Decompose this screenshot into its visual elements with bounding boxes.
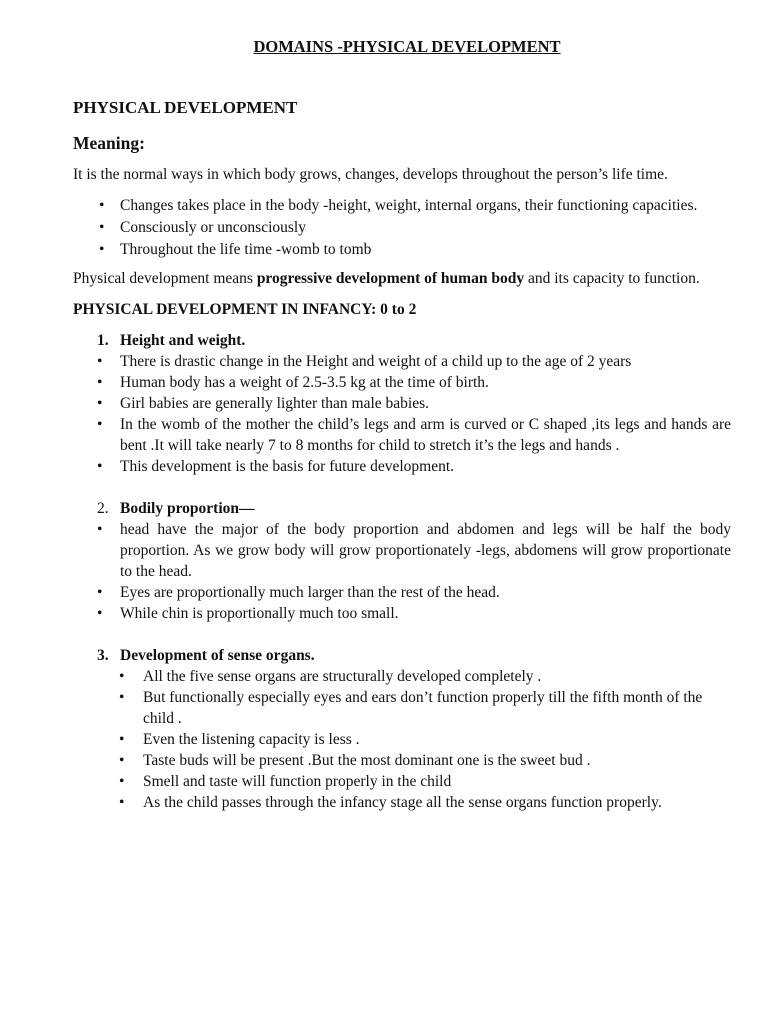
list-item: • While chin is proportionally much too small. [97,605,399,622]
list-item: • Eyes are proportionally much larger than the rest of the head. [97,584,500,601]
section-number: 2. [97,500,109,517]
intro-paragraph: It is the normal ways in which body grows, changes, develops throughout the person’s life time. [73,166,668,183]
definition-paragraph: Physical development means progressive development of human body and its capacity to function. [73,270,700,287]
section-number: 1. [97,332,109,349]
bullet-icon: • [119,794,125,811]
list-item: • This development is the basis for future development. [97,458,455,475]
bullet-icon: • [119,689,125,706]
bullet-icon: • [119,731,125,748]
bullet-icon: • [97,353,103,370]
bullet-icon: • [99,197,105,214]
list-item: • Even the listening capacity is less . [119,731,360,748]
list-item: • There is drastic change in the Height and weight of a child up to the age of 2 years [97,353,632,370]
definition-emphasis: progressive development of human body [256,270,525,287]
bullet-icon: • [97,584,103,601]
bullet-icon: • [97,416,103,433]
intro-bullet-list [73,195,731,260]
list-item: • head have the major of the body proportion and abdomen and legs will be half the body proportion. As we grow body will grow proportionately -legs, abdomens will grow proportionate to the head. [97,521,731,580]
section-bodily-proportion [73,498,731,624]
list-item: • Consciously or unconsciously [99,219,306,236]
section-item-list [73,519,731,624]
bullet-icon: • [97,458,103,475]
section-item-list [73,351,731,477]
bullet-icon: • [99,219,105,236]
bullet-icon: • [97,521,103,538]
section-number: 3. [97,647,109,664]
list-item: • As the child passes through the infancy stage all the sense organs function properly. [119,794,662,811]
bullet-icon: • [119,773,125,790]
section-title: 3. Development of sense organs. [97,647,315,664]
document-page [73,32,731,813]
list-item: • Smell and taste will function properly in the child [119,773,452,790]
list-item: • In the womb of the mother the child’s legs and arm is curved or C shaped ,its legs and hands are bent .It will take nearly 7 to 8 months for child to stretch it’s the legs and hands . [97,416,731,454]
document-title: DOMAINS -PHYSICAL DEVELOPMENT [253,37,561,56]
infancy-heading: PHYSICAL DEVELOPMENT IN INFANCY: 0 to 2 [73,301,417,318]
section-height-weight [73,330,731,477]
list-item: • Girl babies are generally lighter than male babies. [97,395,430,412]
meaning-heading: Meaning: [73,133,145,153]
list-item: • Taste buds will be present .But the most dominant one is the sweet bud . [119,752,591,769]
section-heading-physical-development: PHYSICAL DEVELOPMENT [73,98,298,117]
bullet-icon: • [97,605,103,622]
section-title: 1. Height and weight. [97,332,246,349]
section-sense-organs [73,645,731,813]
bullet-icon: • [99,241,105,258]
list-item: • But functionally especially eyes and ears don’t function properly till the fifth month of the child . [119,689,703,727]
bullet-icon: • [119,668,125,685]
section-item-list [73,666,731,813]
list-item: • Human body has a weight of 2.5-3.5 kg at the time of birth. [97,374,489,391]
list-item: • All the five sense organs are structurally developed completely . [119,668,542,685]
list-item: • Changes takes place in the body -height, weight, internal organs, their functioning capacities. [99,197,698,214]
bullet-icon: • [119,752,125,769]
bullet-icon: • [97,395,103,412]
section-title: 2. Bodily proportion— [97,500,255,517]
list-item: • Throughout the life time -womb to tomb [99,241,372,258]
bullet-icon: • [97,374,103,391]
